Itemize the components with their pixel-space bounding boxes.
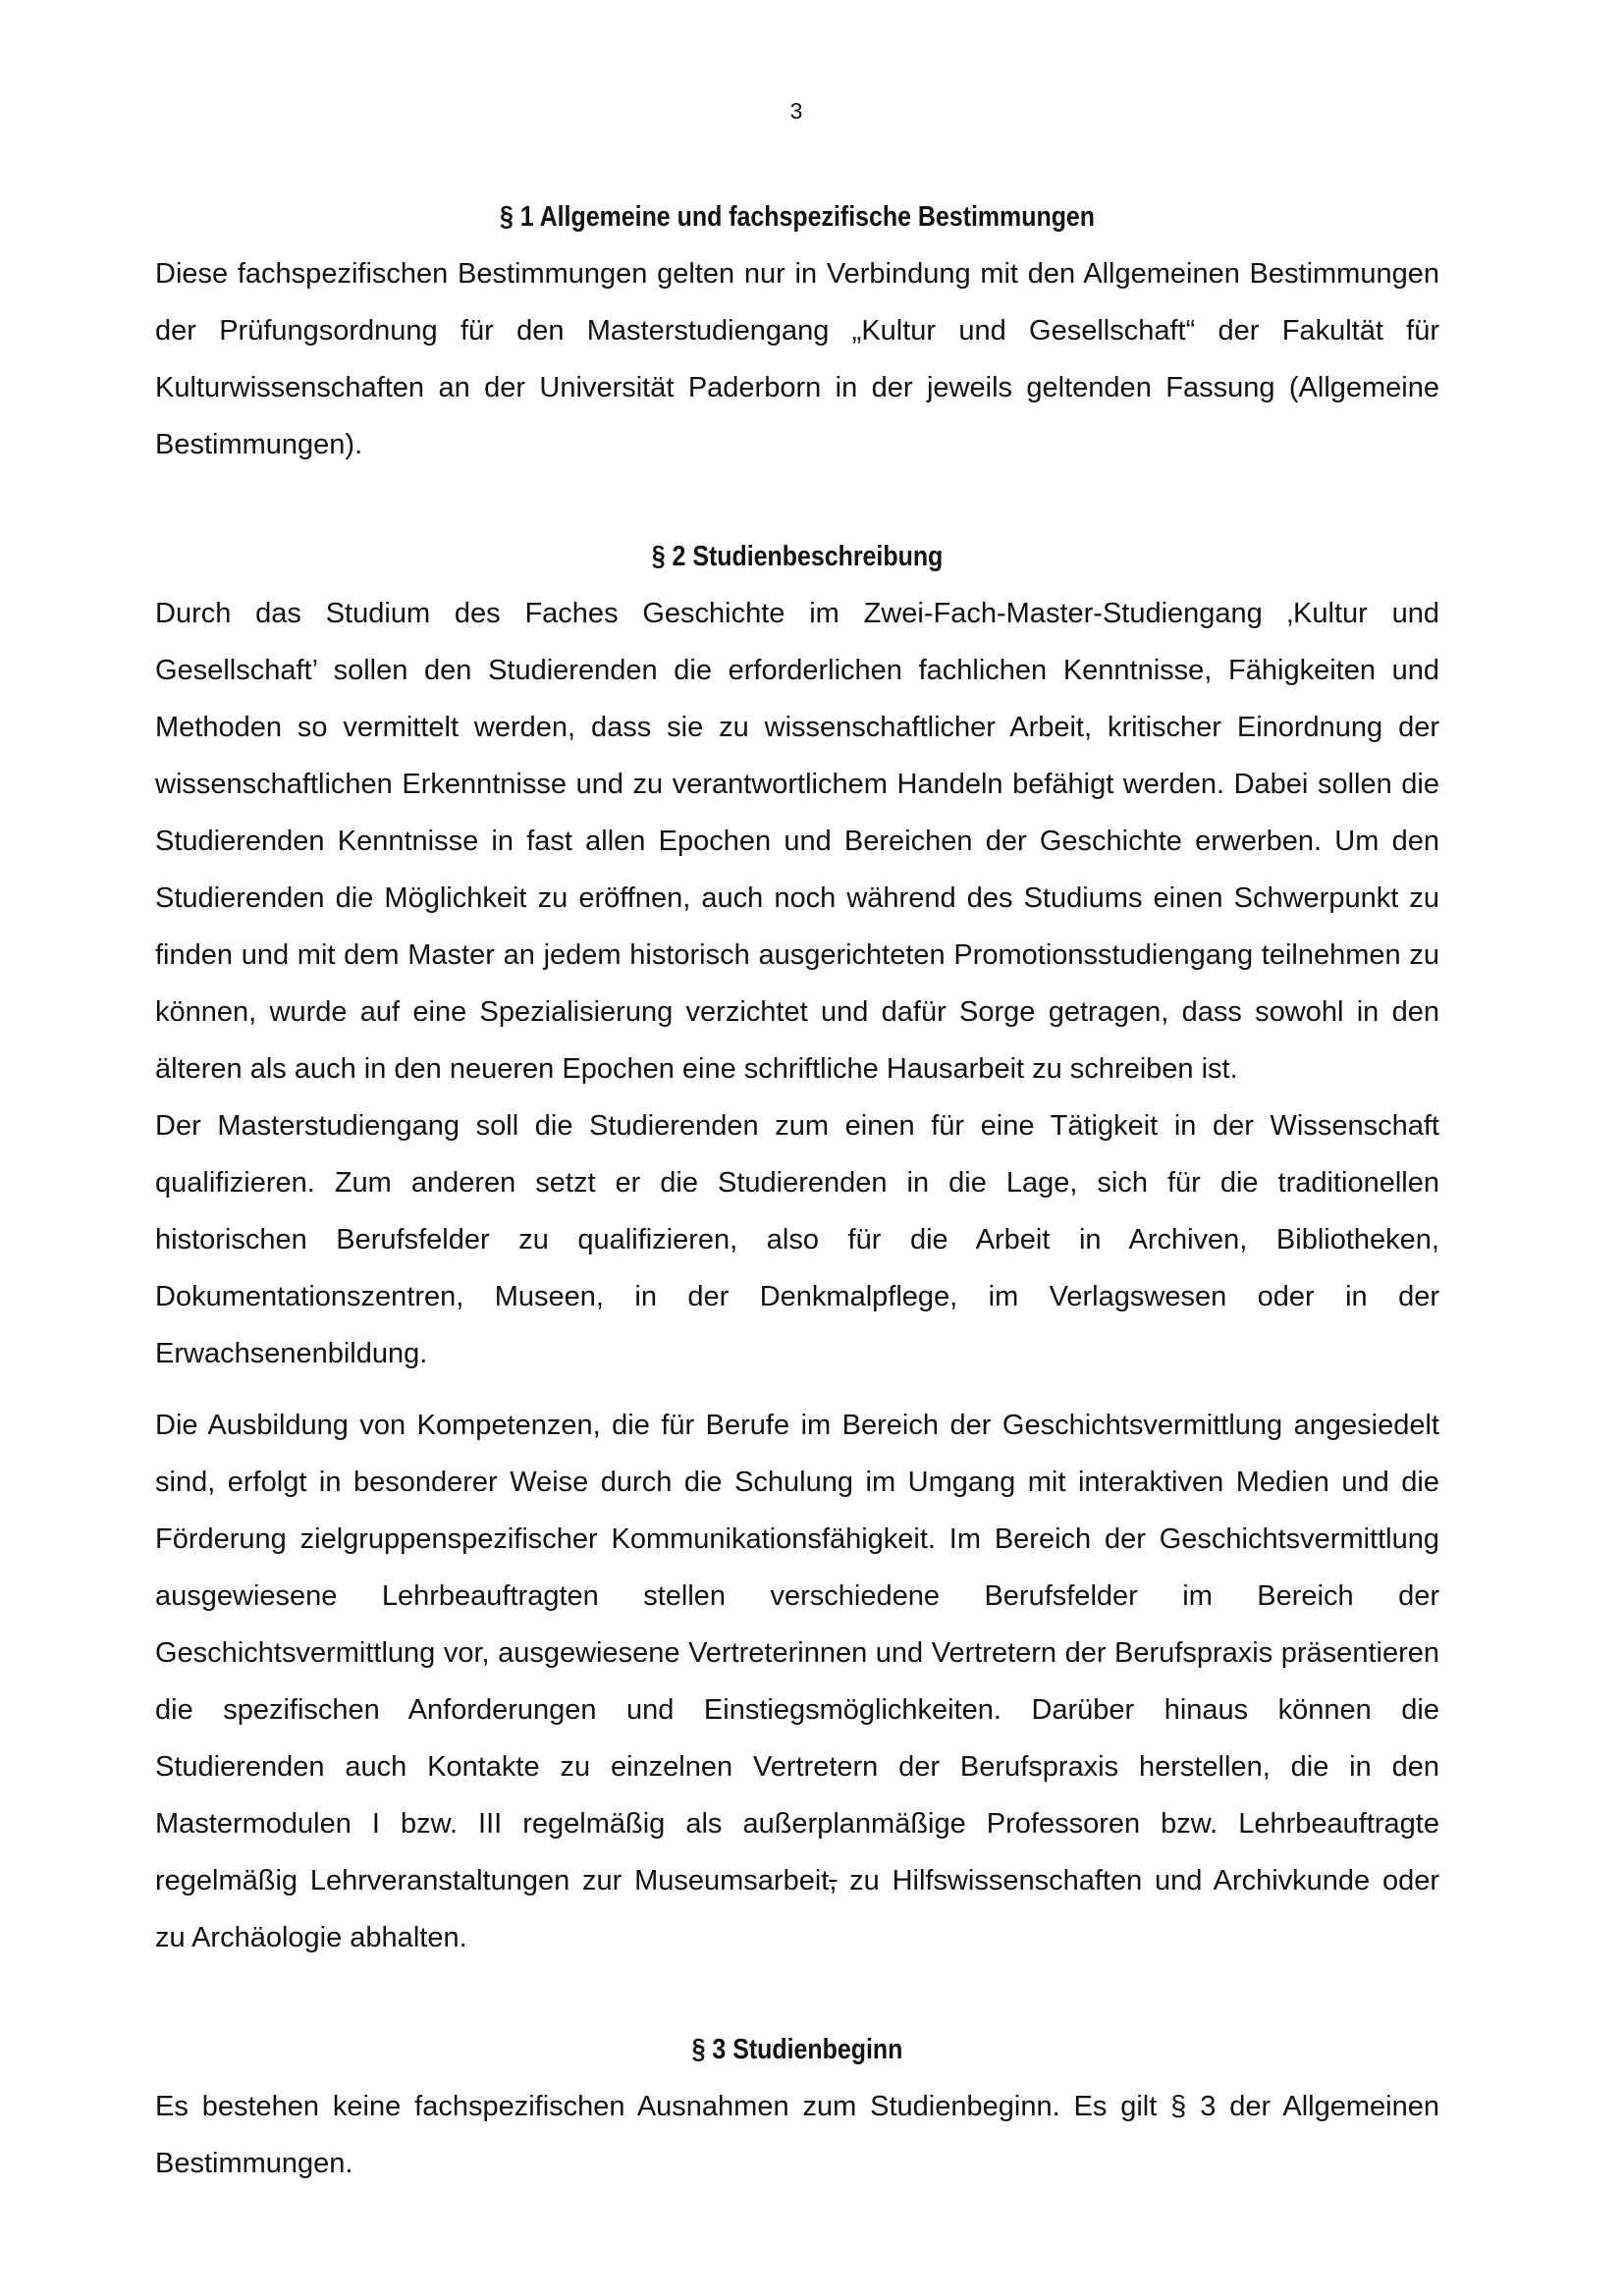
- document-body: [155, 188, 1439, 2192]
- section-2-heading: § 2 Studienbeschreibung: [651, 541, 944, 572]
- paragraph-3-end-text: zu Hilfswissenschaften und Archivkunde oder zu Archäologie abhalten.: [155, 1865, 1440, 1953]
- section-2-paragraph-2: Der Masterstudiengang soll die Studierenden zum einen für eine Tätigkeit in der Wissenschaft qualifizieren. Zum anderen setzt er die Studierenden in die Lage, sich für die traditionellen historischen Berufsfelder zu qualifizieren, also für die Arbeit in Archiven, Bibliotheken, Dokumentationszentren, Museen, in der Denkmalpflege, im Verlagswesen oder in der Erwachsenenbildung.: [155, 1110, 1439, 1369]
- paragraph-3-main-text: Die Ausbildung von Kompetenzen, die für Berufe im Bereich der Geschichtsvermittlung angesiedelt sind, erfolgt in besonderer Weise durch die Schulung im Umgang mit interaktiven Medien und die Förderung zielgruppenspezifischer Kommunikationsfähigkeit. Im Bereich der Geschichtsvermittlung ausgewiesene Lehrbeauftragten stellen verschiedene Berufsfelder im Bereich der Geschichtsvermittlung vor, ausgewiesene Vertreterinnen und Vertretern der Berufspraxis präsentieren die spezifischen Anforderungen und Einstiegsmöglichkeiten. Darüber hinaus können die Studierenden auch Kontakte zu einzelnen Vertretern der Berufspraxis herstellen, die in den Mastermodulen I bzw. III regelmäßig als außerplanmäßige Professoren bzw. Lehrbeauftragte regelmäßig Lehrveranstaltungen zur Museumsarbeit: [155, 1410, 1439, 1896]
- section-3-heading: § 3 Studienbeginn: [691, 2034, 903, 2065]
- spacer: [155, 473, 1439, 528]
- section-3-paragraph-1: Es bestehen keine fachspezifischen Ausnahmen zum Studienbeginn. Es gilt § 3 der Allgemeinen Bestimmungen.: [155, 2091, 1439, 2179]
- page-number: 3: [789, 98, 803, 124]
- spacer: [155, 1382, 1439, 1397]
- struck-comma: ,: [829, 1865, 838, 1896]
- section-1-heading: § 1 Allgemeine und fachspezifische Bestimmungen: [499, 201, 1096, 233]
- section-2: [155, 528, 1439, 1966]
- section-2-paragraph-3: [155, 1397, 1439, 1966]
- section-1: [155, 188, 1439, 473]
- section-2-paragraph-1: Durch das Studium des Faches Geschichte im Zwei-Fach-Master-Studiengang ‚Kultur und Gesellschaft’ sollen den Studierenden die erforderlichen fachlichen Kenntnisse, Fähigkeiten und Methoden so vermittelt werden, dass sie zu wissenschaftlicher Arbeit, kritischer Einordnung der wissenschaftlichen Erkenntnisse und zu verantwortlichem Handeln befähigt werden. Dabei sollen die Studierenden Kenntnisse in fast allen Epochen und Bereichen der Geschichte erwerben. Um den Studierenden die Möglichkeit zu eröffnen, auch noch während des Studiums einen Schwerpunkt zu finden und mit dem Master an jedem historisch ausgerichteten Promotionsstudiengang teilnehmen zu können, wurde auf eine Spezialisierung verzichtet und dafür Sorge getragen, dass sowohl in den älteren als auch in den neueren Epochen eine schriftliche Hausarbeit zu schreiben ist.: [155, 598, 1439, 1085]
- section-1-paragraph-1: Diese fachspezifischen Bestimmungen gelten nur in Verbindung mit den Allgemeinen Bestimmungen der Prüfungsordnung für den Masterstudiengang „Kultur und Gesellschaft“ der Fakultät für Kulturwissenschaften an der Universität Paderborn in der jeweils geltenden Fassung (Allgemeine Bestimmungen).: [155, 258, 1439, 460]
- section-3: [155, 2021, 1439, 2192]
- spacer: [155, 1966, 1439, 2021]
